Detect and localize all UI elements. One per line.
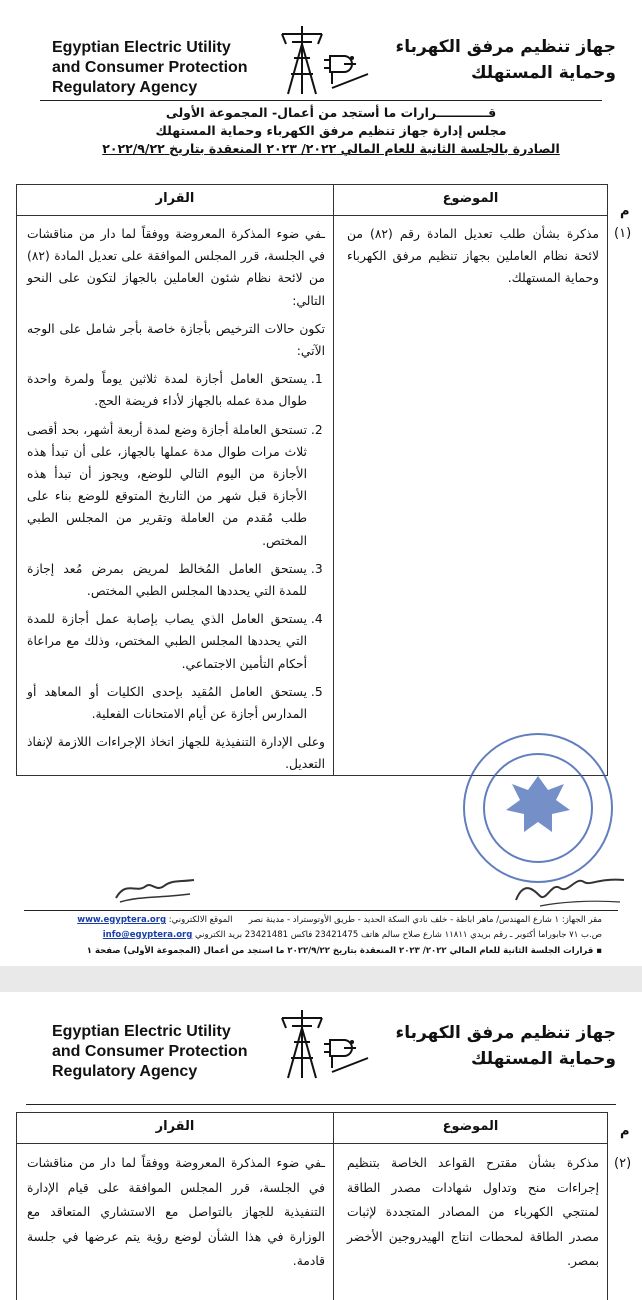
agency-name-en-line-3: Regulatory Agency bbox=[52, 79, 198, 96]
decisions-title-line-2: مجلس إدارة جهاز تنظيم مرفق الكهرباء وحماية المستهلك bbox=[155, 123, 507, 138]
footer-page-note: ▪ قرارات الجلسة الثانية للعام المالي ٢٠٢٢/ ٢٠٢٣ المنعقدة بتاريخ ٢٠٢٢/٩/٢٢ ما استجد من أعمال (المجموعة الأولى) صفحة ١ bbox=[86, 946, 602, 956]
column-header-number: م bbox=[620, 1124, 630, 1139]
signature-left-icon bbox=[110, 872, 200, 908]
footer-address-line: مقر الجهاز: ١ شارع المهندس/ ماهر اباظة - خلف نادي السكة الحديد - طريق الأوتوستراد - مدينة نصر الموقع الالكتروني: www.egyptera.org bbox=[77, 915, 602, 925]
footer-website-label: الموقع الالكتروني bbox=[171, 915, 233, 925]
row-2-decision: ـفي ضوء المذكرة المعروضة ووفقاً لما دار من مناقشات في الجلسة، قرر المجلس الموافقة على قيام الإدارة التنفيذية للجهاز بالتواصل مع الاستشاري المتعاقد مع الوزارة في هذا الشأن لوضع رؤية يتم عرضها في جلسة قادمة. bbox=[27, 1156, 325, 1268]
signature-right-icon bbox=[510, 872, 630, 912]
decisions-table bbox=[16, 184, 608, 776]
document-page-2 bbox=[0, 992, 642, 1300]
agency-name-arabic bbox=[396, 34, 616, 86]
agency-name-ar-line-1: جهاز تنظيم مرفق الكهرباء bbox=[395, 37, 616, 57]
agency-name-ar-line-2: وحماية المستهلك bbox=[470, 63, 616, 83]
column-header-subject: الموضوع bbox=[442, 1119, 499, 1134]
row-2-number: (٢) bbox=[614, 1156, 632, 1171]
column-header-subject: الموضوع bbox=[442, 191, 499, 206]
footer-pobox: ص.ب ٧١ جابوراما أكتوبر ـ رقم بريدي ١١٨١١ شارع صلاح سالم bbox=[381, 930, 602, 940]
agency-name-en-line-1: Egyptian Electric Utility bbox=[52, 39, 231, 56]
decisions-table-page2 bbox=[16, 1112, 608, 1300]
header-divider bbox=[26, 1104, 616, 1105]
column-header-number: م bbox=[620, 204, 630, 219]
decision-closing: وعلى الإدارة التنفيذية للجهاز اتخاذ الإجراءات اللازمة لإنفاذ التعديل. bbox=[27, 735, 325, 772]
row-1-subject: مذكرة بشأن طلب تعديل المادة رقم (٨٢) من لائحة نظام العاملين بجهاز تنظيم مرفق الكهرباء وحماية المستهلك. bbox=[347, 227, 599, 286]
list-item: 5. يستحق العامل المُقيد بإحدى الكليات أو المعاهد أو المدارس أجازة عن أيام الامتحانات الفعلية. bbox=[27, 681, 307, 725]
decisions-title-line-3: الصادرة بالجلسة الثانية للعام المالي ٢٠٢٢/ ٢٠٢٣ المنعقدة بتاريخ ٢٠٢٢/٩/٢٢ bbox=[102, 141, 560, 156]
agency-name-en-line-1: Egyptian Electric Utility bbox=[52, 1023, 231, 1040]
footer-address: مقر الجهاز: ١ شارع المهندس/ ماهر اباظة - خلف نادي السكة الحديد - طريق الأوتوستراد - مدينة نصر bbox=[248, 915, 602, 925]
column-header-decision: القرار bbox=[155, 1119, 195, 1134]
agency-name-english bbox=[52, 38, 248, 98]
agency-name-ar-line-1: جهاز تنظيم مرفق الكهرباء bbox=[395, 1023, 616, 1043]
footer-contact-line bbox=[40, 929, 602, 941]
list-item: 4. يستحق العامل الذي يصاب بإصابة عمل أجازة للمدة التي يحددها المجلس الطبي المختص، وذلك مع مراعاة أحكام التأمين الاجتماعي. bbox=[27, 608, 307, 675]
footer-email-label: بريد الكتروني bbox=[195, 930, 243, 940]
header-divider bbox=[40, 100, 602, 101]
agency-name-ar-line-2: وحماية المستهلك bbox=[470, 1049, 616, 1069]
official-stamp-icon bbox=[458, 728, 618, 888]
agency-logo-icon bbox=[272, 1008, 372, 1080]
table-header-divider bbox=[17, 1143, 607, 1144]
footer-fax-label: فاكس bbox=[290, 930, 313, 940]
agency-name-en-line-2: and Consumer Protection bbox=[52, 1043, 248, 1060]
agency-name-arabic-page2 bbox=[396, 1020, 616, 1072]
agency-logo-icon bbox=[272, 24, 372, 96]
footer-divider bbox=[24, 910, 618, 911]
footer-fax: 23421481 bbox=[244, 930, 289, 940]
table-header-divider bbox=[17, 215, 607, 216]
website-link[interactable]: www.egyptera.org bbox=[77, 915, 167, 925]
decision-lead: تكون حالات الترخيص بأجازة خاصة بأجر شامل على الوجه الآتي: bbox=[27, 321, 325, 359]
agency-name-en-line-2: and Consumer Protection bbox=[52, 59, 248, 76]
agency-name-en-line-3: Regulatory Agency bbox=[52, 1063, 198, 1080]
decision-intro: ـفي ضوء المذكرة المعروضة ووفقاً لما دار من مناقشات في الجلسة، قرر المجلس الموافقة على تعديل المادة (٨٢) من لائحة نظام شئون العاملين بالجهاز لتكون على النحو التالي: bbox=[27, 227, 325, 308]
leave-cases-list bbox=[27, 368, 325, 725]
row-1-number: (١) bbox=[614, 226, 632, 241]
list-item: 3. يستحق العامل المُخالط لمريض بمرض مُعد إجازة للمدة التي يحددها المجلس الطبي المختص. bbox=[27, 558, 307, 602]
decisions-title-line-1: قــــــــــــرارات ما أستجد من أعمال- المجموعة الأولى bbox=[165, 105, 497, 120]
column-header-decision: القرار bbox=[155, 191, 195, 206]
footer-phone: 23421475 bbox=[314, 930, 359, 940]
row-2-subject: مذكرة بشأن مقترح القواعد الخاصة بتنظيم إجراءات منح وتداول شهادات مصدر الطاقة لمنتجي الكهرباء من المصادر المتجددة لإثبات مصدر الطاقة لمحطات انتاج الهيدروجين الأخضر بمصر. bbox=[347, 1156, 599, 1268]
table-column-divider bbox=[333, 1113, 334, 1300]
footer-phone-label: هاتف bbox=[360, 930, 380, 940]
list-item: 1. يستحق العامل أجازة لمدة ثلاثين يوماً ولمرة واحدة طوال مدة عمله بالجهاز لأداء فريضة الحج. bbox=[27, 368, 307, 412]
row-1-decision bbox=[27, 223, 325, 782]
email-link[interactable]: info@egyptera.org bbox=[102, 930, 193, 940]
list-item: 2. تستحق العاملة أجازة وضع لمدة أربعة أشهر، بحد أقصى ثلاث مرات طوال مدة عملها بالجهاز، على أن تبدأ هذه الأجازة من اليوم التالي للوضع، ويجوز أن تبدأ هذه الأجازة قبل شهر من التاريخ المتوقع للوضع بناء على طلب مُقدم من العاملة وتقرير من المجلس الطبي المختص. bbox=[27, 419, 307, 552]
table-column-divider bbox=[333, 185, 334, 775]
decisions-title bbox=[60, 104, 602, 158]
agency-name-english-page2 bbox=[52, 1022, 248, 1082]
